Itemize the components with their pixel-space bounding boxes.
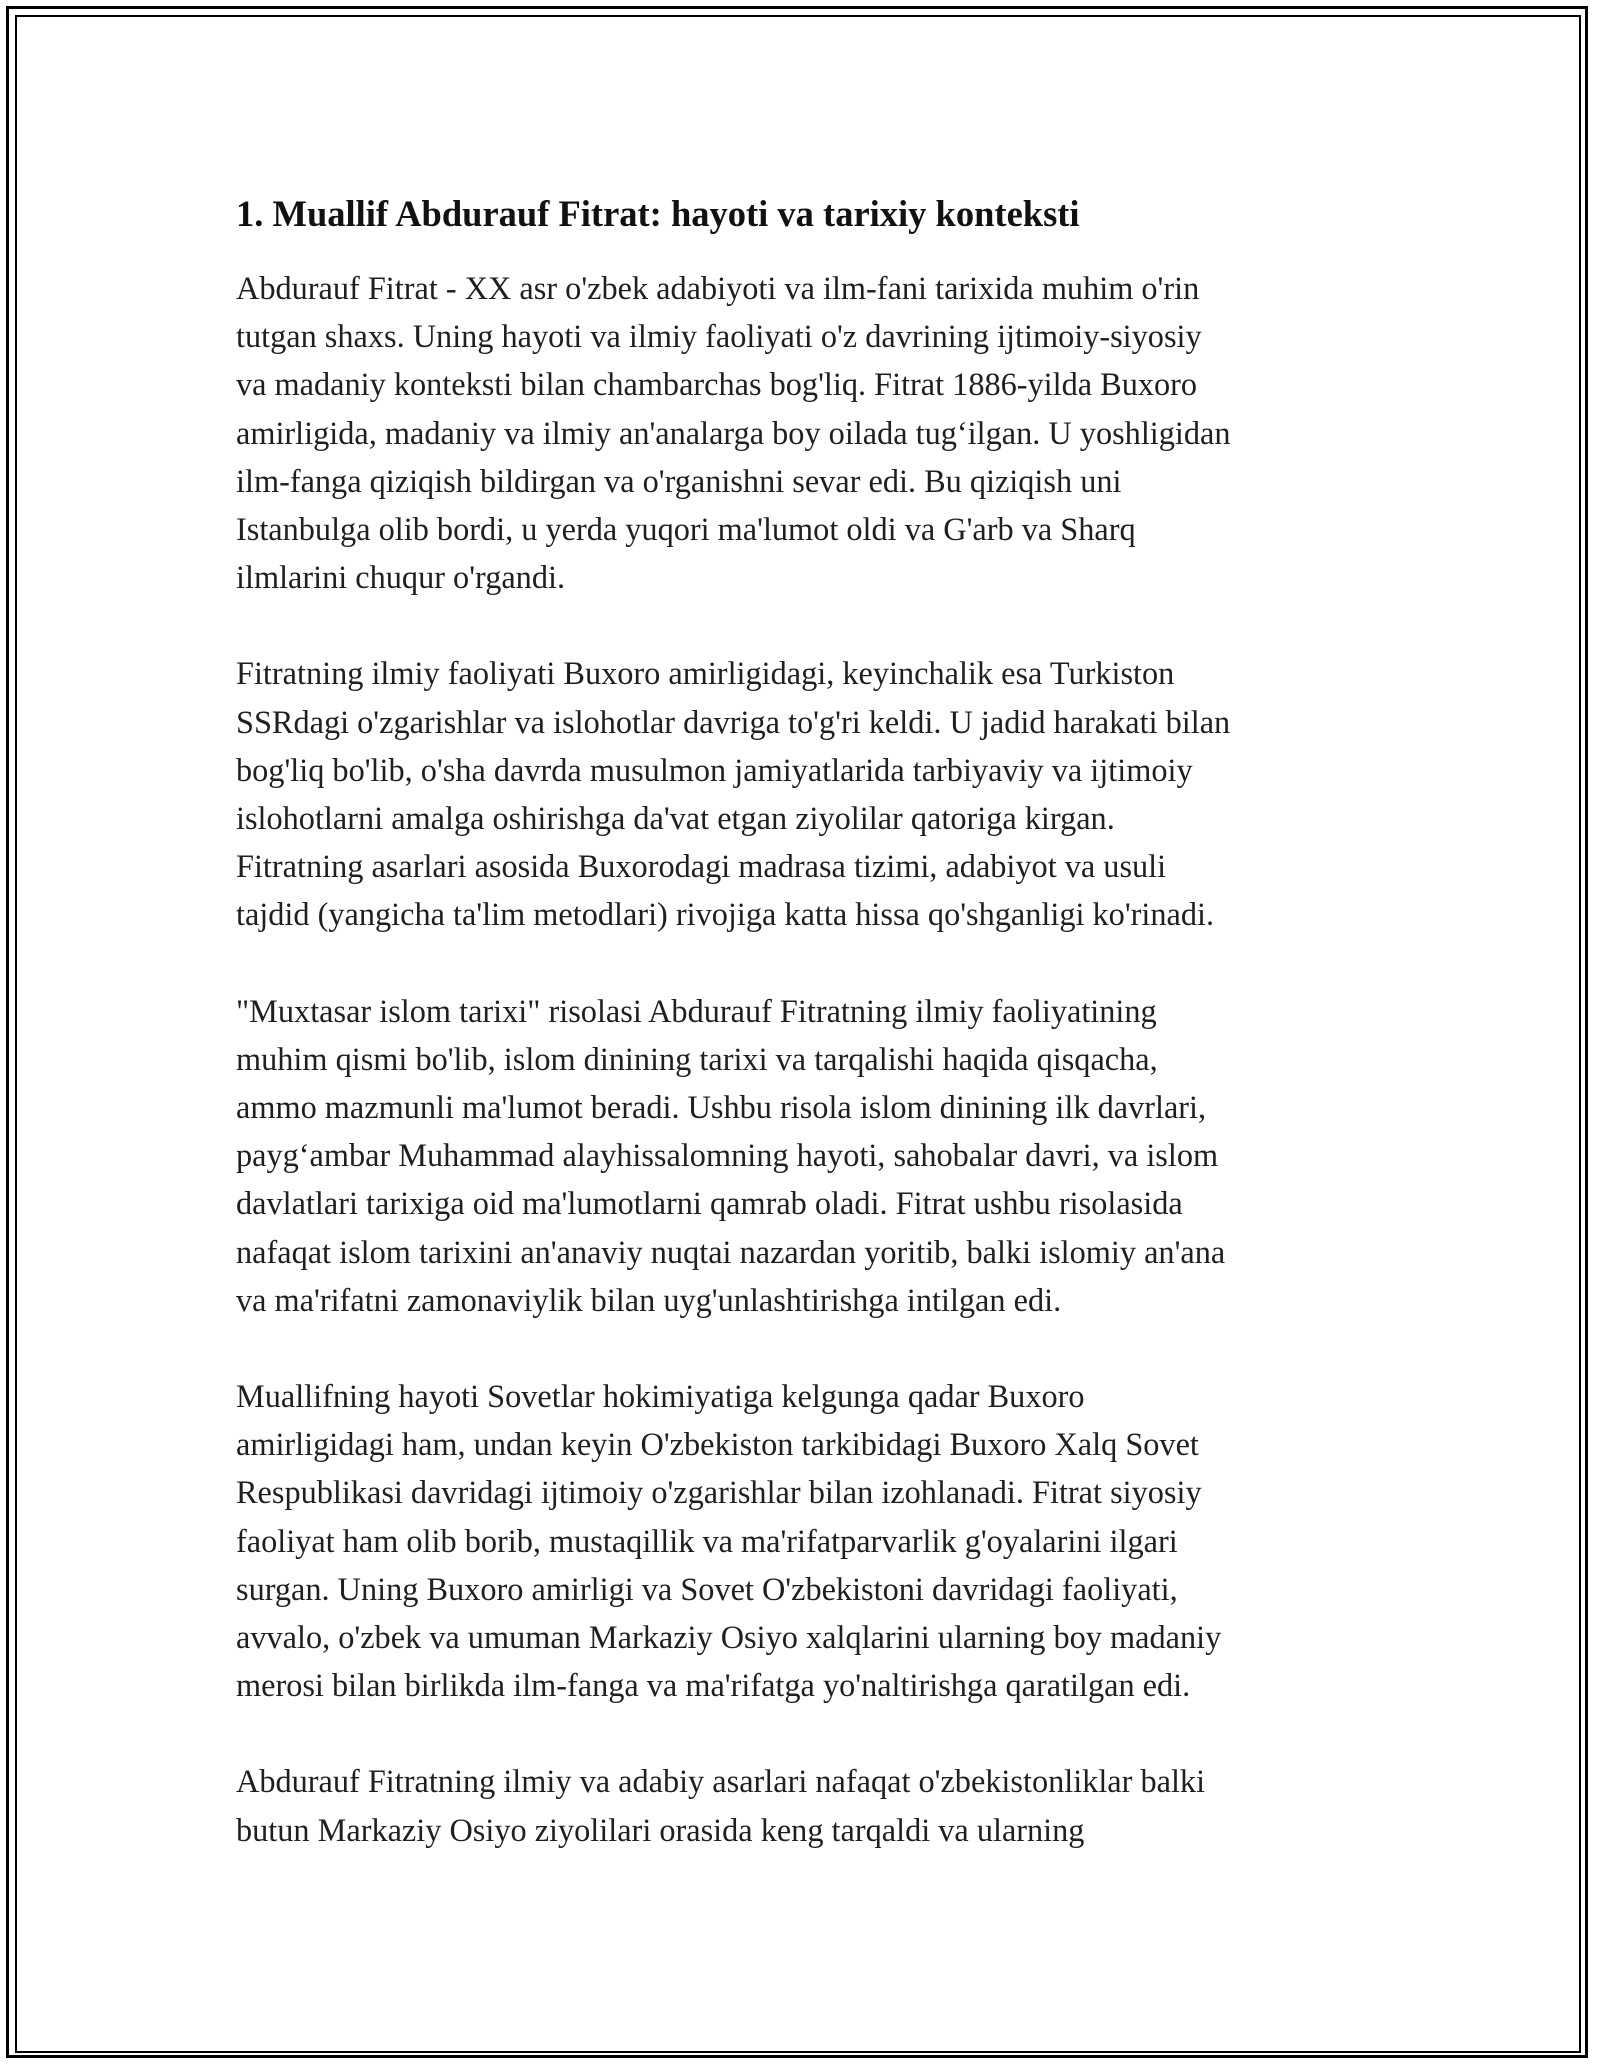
text-line: tajdid (yangicha ta'lim metodlari) rivojiga katta hissa qo'shganligi ko'rinadi. <box>236 896 1215 933</box>
text-line: islohotlarni amalga oshirishga da'vat etgan ziyolilar qatoriga kirgan. <box>236 800 1115 837</box>
text-line: amirligida, madaniy va ilmiy an'analarga boy oilada tug‘ilgan. U yoshligidan <box>236 414 1231 451</box>
text-line: bog'liq bo'lib, o'sha davrda musulmon jamiyatlarida tarbiyaviy va ijtimoiy <box>236 751 1193 788</box>
paragraph-4 <box>236 1372 1376 1709</box>
text-line: ilm-fanga qiziqish bildirgan va o'rganishni sevar edi. Bu qiziqish uni <box>236 462 1122 499</box>
text-line: Abdurauf Fitratning ilmiy va adabiy asarlari nafaqat o'zbekistonliklar balki <box>236 1763 1206 1800</box>
text-line: davlatlari tarixiga oid ma'lumotlarni qamrab oladi. Fitrat ushbu risolasida <box>236 1185 1183 1222</box>
paragraph-2 <box>236 649 1376 938</box>
text-line: nafaqat islom tarixini an'anaviy nuqtai nazardan yoritib, balki islomiy an'ana <box>236 1233 1226 1270</box>
text-line: avvalo, o'zbek va umuman Markaziy Osiyo xalqlarini ularning boy madaniy <box>236 1619 1222 1656</box>
document-body <box>236 186 1376 1902</box>
text-line: va madaniy konteksti bilan chambarchas bog'liq. Fitrat 1886-yilda Buxoro <box>236 366 1198 403</box>
text-line: Fitratning asarlari asosida Buxorodagi madrasa tizimi, adabiyot va usuli <box>236 848 1167 885</box>
text-line: Muallifning hayoti Sovetlar hokimiyatiga kelgunga qadar Buxoro <box>236 1378 1085 1415</box>
text-line: ammo mazmunli ma'lumot beradi. Ushbu risola islom dinining ilk davrlari, <box>236 1089 1207 1126</box>
section-heading: 1. Muallif Abdurauf Fitrat: hayoti va tarixiy konteksti <box>236 193 1080 234</box>
text-line: Respublikasi davridagi ijtimoiy o'zgarishlar bilan izohlanadi. Fitrat siyosiy <box>236 1474 1202 1511</box>
text-line: butun Markaziy Osiyo ziyolilari orasida keng tarqaldi va ularning <box>236 1811 1085 1848</box>
text-line: "Muxtasar islom tarixi" risolasi Abdurauf Fitratning ilmiy faoliyatining <box>236 992 1157 1029</box>
text-line: muhim qismi bo'lib, islom dinining tarixi va tarqalishi haqida qisqacha, <box>236 1040 1158 1077</box>
text-line: ilmlarini chuqur o'rgandi. <box>236 559 566 596</box>
text-line: surgan. Uning Buxoro amirligi va Sovet O'zbekistoni davridagi faoliyati, <box>236 1570 1178 1607</box>
text-line: Istanbulga olib bordi, u yerda yuqori ma'lumot oldi va G'arb va Sharq <box>236 511 1136 548</box>
text-line: merosi bilan birlikda ilm-fanga va ma'rifatga yo'naltirishga qaratilgan edi. <box>236 1667 1191 1704</box>
paragraph-5 <box>236 1757 1376 1853</box>
paragraph-1 <box>236 264 1376 601</box>
text-line: tutgan shaxs. Uning hayoti va ilmiy faoliyati o'z davrining ijtimoiy-siyosiy <box>236 318 1202 355</box>
text-line: SSRdagi o'zgarishlar va islohotlar davriga to'g'ri keldi. U jadid harakati bilan <box>236 703 1231 740</box>
text-line: amirligidagi ham, undan keyin O'zbekiston tarkibidagi Buxoro Xalq Sovet <box>236 1426 1199 1463</box>
text-line: va ma'rifatni zamonaviylik bilan uyg'unlashtirishga intilgan edi. <box>236 1281 1062 1318</box>
text-line: faoliyat ham olib borib, mustaqillik va ma'rifatparvarlik g'oyalarini ilgari <box>236 1522 1178 1559</box>
text-line: payg‘ambar Muhammad alayhissalomning hayoti, sahobalar davri, va islom <box>236 1137 1219 1174</box>
paragraph-3 <box>236 987 1376 1324</box>
text-line: Abdurauf Fitrat - XX asr o'zbek adabiyoti va ilm-fani tarixida muhim o'rin <box>236 270 1200 306</box>
text-line: Fitratning ilmiy faoliyati Buxoro amirligidagi, keyinchalik esa Turkiston <box>236 655 1175 692</box>
